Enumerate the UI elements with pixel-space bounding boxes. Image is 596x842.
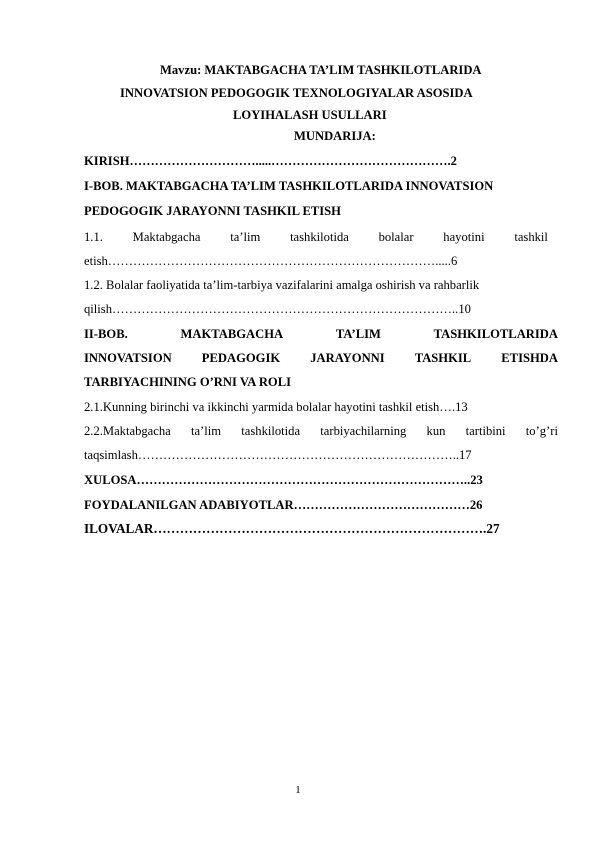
word: to’g’ri [525, 424, 558, 438]
toc-item-1-1-cont: etish…………………………………………………………………….....6 [84, 254, 458, 268]
word: ta’lim [230, 230, 261, 244]
word: ta’lim [190, 424, 222, 438]
word: ETISHDA [501, 351, 558, 365]
toc-item-1-2-cont: qilish………………………………………………………………………..10 [84, 302, 471, 316]
toc-chapter2-line1 [84, 326, 558, 342]
toc-item-2-2-cont: taqsimlash…………………………………………………………………..17 [84, 448, 472, 462]
word: TA’LIM [335, 327, 381, 341]
toc-ilovalar: ILOVALAR………………………………………………………………….27 [84, 521, 500, 536]
toc-item-1-2: 1.2. Bolalar faoliyatida ta’lim-tarbiya vazifalarini amalga oshirish va rahbarlik [84, 278, 480, 292]
word: tartibini [465, 424, 506, 438]
title-line-1: Mavzu: MAKTABGACHA TA’LIM TASHKILOTLARIDA [160, 63, 482, 77]
page-number: 1 [295, 784, 301, 796]
word: tarbiyachilarning [320, 424, 407, 438]
toc-heading: MUNDARIJA: [294, 129, 376, 143]
word: MAKTABGACHA [180, 327, 284, 341]
word: JARAYONNI [310, 351, 385, 365]
word: tashkil [514, 230, 548, 244]
word: hayotini [443, 230, 485, 244]
word: Maktabgacha [132, 230, 201, 244]
title-line-2: INNOVATSION PEDOGOGIK TEXNOLOGIYALAR ASOSIDA [120, 86, 473, 100]
toc-chapter2-line2 [84, 350, 558, 366]
word: TASHKIL [414, 351, 472, 365]
toc-kirish: KIRISH………………………….....…………………………………….2 [84, 154, 457, 168]
word: PEDAGOGIK [201, 351, 281, 365]
toc-item-2-1: 2.1.Kunning birinchi va ikkinchi yarmida bolalar hayotini tashkil etish….13 [84, 400, 468, 414]
word: II-BOB. [84, 327, 128, 341]
toc-item-1-1 [84, 229, 548, 245]
word: TASHKILOTLARIDA [433, 327, 558, 341]
toc-adabiyot: FOYDALANILGAN ADABIYOTLAR……………………………………26 [84, 498, 483, 512]
word: kun [426, 424, 446, 438]
toc-chapter1-line2: PEDOGOGIK JARAYONNI TASHKIL ETISH [84, 204, 341, 218]
word: bolalar [378, 230, 414, 244]
word: tashkilotida [241, 424, 301, 438]
word: INNOVATSION [84, 351, 172, 365]
toc-chapter1-line1: I-BOB. MAKTABGACHA TA’LIM TASHKILOTLARIDA INNOVATSION [84, 179, 494, 193]
word: tashkilotida [290, 230, 349, 244]
toc-chapter2-line3: TARBIYACHINING O’RNI VA ROLI [84, 375, 292, 389]
toc-xulosa: XULOSA……………………………………………………………………..23 [84, 473, 483, 487]
word: 1.1. [84, 230, 103, 244]
toc-item-2-2 [84, 423, 558, 439]
word: 2.2.Maktabgacha [84, 424, 171, 438]
title-line-3: LOYIHALASH USULLARI [233, 108, 387, 122]
